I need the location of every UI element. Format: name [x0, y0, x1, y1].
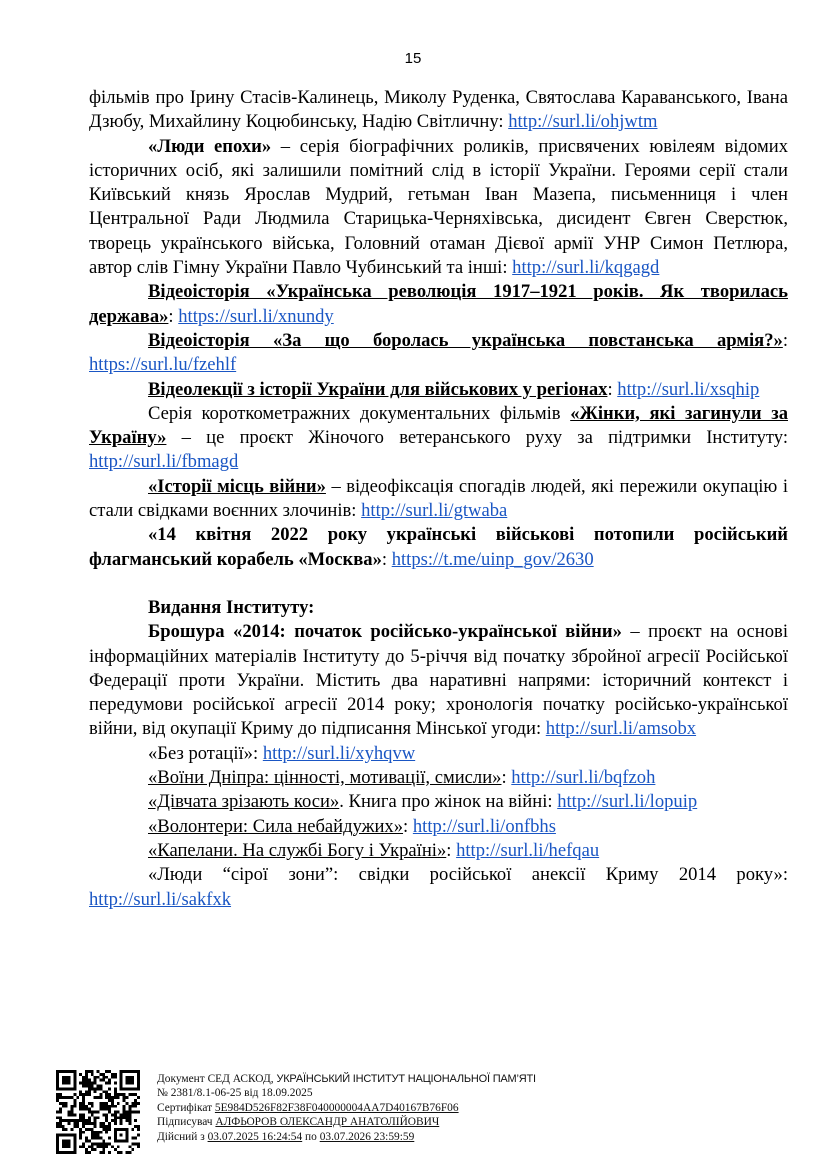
- stamp-label: Сертифікат: [157, 1101, 215, 1114]
- paragraph-text: – проєкт на основі інформаційних матеріалів Інституту до 5-річчя від початку збройної агресії Російської Федерації проти України. Містить два наративні напрями: історичний контекст і передумови російської агресії 2014 року; хронологія початку російсько-української війни, від окупації Криму до підписання Мінської угоди:: [89, 621, 788, 740]
- publication-link[interactable]: http://surl.li/hefqau: [456, 839, 600, 861]
- link-amsobx[interactable]: http://surl.li/amsobx: [545, 718, 697, 740]
- paragraph-video-lectures: [89, 378, 788, 402]
- paragraph-title: Відеоісторія «За що боролась українська повстанська армія?»: [148, 329, 783, 351]
- link-ohjwtm[interactable]: http://surl.li/ohjwtm: [508, 111, 658, 133]
- separator: :: [501, 767, 512, 789]
- paragraph-title: Відеолекції з історії України для військових у регіонах: [148, 378, 608, 400]
- stamp-signer-line: [157, 1115, 536, 1129]
- paragraph-revolution-video: [89, 280, 788, 329]
- separator: :: [782, 329, 788, 351]
- paragraph-title: «Жінки, які загинули за Україну»: [89, 402, 788, 449]
- publication-link[interactable]: http://surl.li/onfbhs: [412, 815, 556, 837]
- spacer: [89, 572, 788, 596]
- signature-footer: [56, 1070, 576, 1160]
- link-xsqhip[interactable]: http://surl.li/xsqhip: [617, 378, 760, 400]
- paragraph-text: – це проєкт Жіночого ветеранського руху за підтримки Інституту:: [166, 427, 788, 449]
- paragraph-film-list: [89, 86, 788, 135]
- paragraph-text: фільмів про Ірину Стасів-Калинець, Миколу Руденка, Святослава Караванського, Івана Дзюбу, Михайлину Коцюбинську, Надію Світличну:: [89, 87, 788, 133]
- section-heading: Видання Інституту:: [148, 596, 315, 618]
- stamp-validity-line: [157, 1130, 536, 1144]
- publication-title: «Волонтери: Сила небайдужих»: [148, 815, 404, 837]
- separator: :: [782, 864, 788, 886]
- stamp-registration-line: № 2381/8.1-06-25 від 18.09.2025: [157, 1087, 313, 1100]
- certificate-value: 5E984D526F82F38F040000004AA7D40167B76F06: [214, 1101, 459, 1114]
- qr-code-icon: [56, 1070, 140, 1154]
- separator: :: [381, 548, 392, 570]
- publication-title: «Дівчата зрізають коси»: [148, 791, 340, 813]
- valid-to: 03.07.2026 23:59:59: [319, 1130, 415, 1143]
- stamp-document-line: [157, 1072, 536, 1086]
- publication-link[interactable]: http://surl.li/bqfzoh: [511, 767, 656, 789]
- publication-title: «Капелани. На службі Богу і Україні»: [148, 839, 447, 861]
- publication-item: [89, 839, 788, 863]
- separator: :: [252, 742, 263, 764]
- stamp-organization: УКРАЇНСЬКИЙ ІНСТИТУТ НАЦІОНАЛЬНОЇ ПАМ’ЯТІ: [276, 1073, 536, 1085]
- stamp-text: Документ СЕД АСКОД,: [157, 1073, 277, 1085]
- paragraph-people-of-era: [89, 135, 788, 281]
- paragraph-text: – відеофіксація спогадів людей, які пережили окупацію і стали свідками воєнних злочинів:: [89, 475, 788, 522]
- paragraph-title: Брошура «2014: початок російсько-української війни»: [148, 621, 622, 643]
- paragraph-text: Серія короткометражних документальних фільмів: [148, 402, 571, 424]
- publication-title: «Люди “сірої зони”: свідки російської анексії Криму 2014 року»: [148, 864, 783, 886]
- document-body: [89, 86, 788, 912]
- paragraph-brochure-2014: [89, 620, 788, 741]
- publication-item: [89, 863, 788, 912]
- publication-link[interactable]: http://surl.li/lopuip: [557, 791, 698, 813]
- link-fbmagd[interactable]: http://surl.li/fbmagd: [89, 451, 239, 473]
- stamp-label: по: [302, 1130, 320, 1143]
- stamp-certificate-line: [157, 1101, 536, 1115]
- stamp-label: Дійсний з: [157, 1130, 208, 1143]
- publication-item: [89, 766, 788, 790]
- signature-stamp: [157, 1072, 536, 1144]
- separator: :: [168, 305, 179, 327]
- link-telegram-2630[interactable]: https://t.me/uinp_gov/2630: [391, 548, 594, 570]
- paragraph-women-films: [89, 402, 788, 475]
- paragraph-moskva-cruiser: [89, 523, 788, 572]
- paragraph-title: Відеоісторія «Українська революція 1917–1921 років. Як творилась держава»: [89, 281, 788, 327]
- paragraph-title: «14 квітня 2022 року українські військові потопили російський флагманський корабель «Москва»: [89, 524, 788, 570]
- publication-title: «Без ротації»: [148, 742, 253, 764]
- publication-item: [89, 742, 788, 766]
- paragraph-upa-video: [89, 329, 788, 378]
- link-fzehlf[interactable]: https://surl.lu/fzehlf: [89, 354, 237, 376]
- paragraph-war-places: [89, 475, 788, 524]
- link-xnundy[interactable]: https://surl.li/xnundy: [178, 305, 334, 327]
- paragraph-text: – серія біографічних роликів, присвячених ювілеям відомих історичних осіб, які залишили помітний слід в історії України. Героями серії стали Київський князь Ярослав Мудрий, гетьман Іван Мазепа, письменниця і член Центральної Ради Людмила Старицька-Черняхівська, дисидент Євген Сверстюк, творець українського війська, Головний отаман Дієвої армії УНР Симон Петлюра, автор слів Гімну України Павло Чубинський та інші:: [89, 135, 789, 279]
- signer-name: АЛФЬОРОВ ОЛЕКСАНДР АНАТОЛІЙОВИЧ: [215, 1116, 440, 1129]
- link-kqgagd[interactable]: http://surl.li/kqgagd: [512, 257, 660, 279]
- publication-title: «Воїни Дніпра: цінності, мотивації, смисли»: [148, 767, 502, 789]
- paragraph-title: «Люди епохи»: [148, 135, 272, 157]
- publication-link[interactable]: http://surl.li/xyhqvw: [262, 742, 416, 764]
- separator: . Книга про жінок на війні:: [339, 791, 558, 813]
- page-number: 15: [404, 50, 422, 67]
- separator: :: [403, 815, 413, 837]
- separator: :: [446, 839, 457, 861]
- link-gtwaba[interactable]: http://surl.li/gtwaba: [361, 500, 508, 522]
- publication-link[interactable]: http://surl.li/sakfxk: [89, 888, 232, 910]
- separator: :: [607, 378, 618, 400]
- publication-item: [89, 790, 788, 814]
- paragraph-title: «Історії місць війни»: [148, 475, 326, 497]
- valid-from: 03.07.2025 16:24:54: [207, 1130, 303, 1143]
- publication-item: [89, 815, 788, 839]
- stamp-label: Підписувач: [157, 1116, 216, 1129]
